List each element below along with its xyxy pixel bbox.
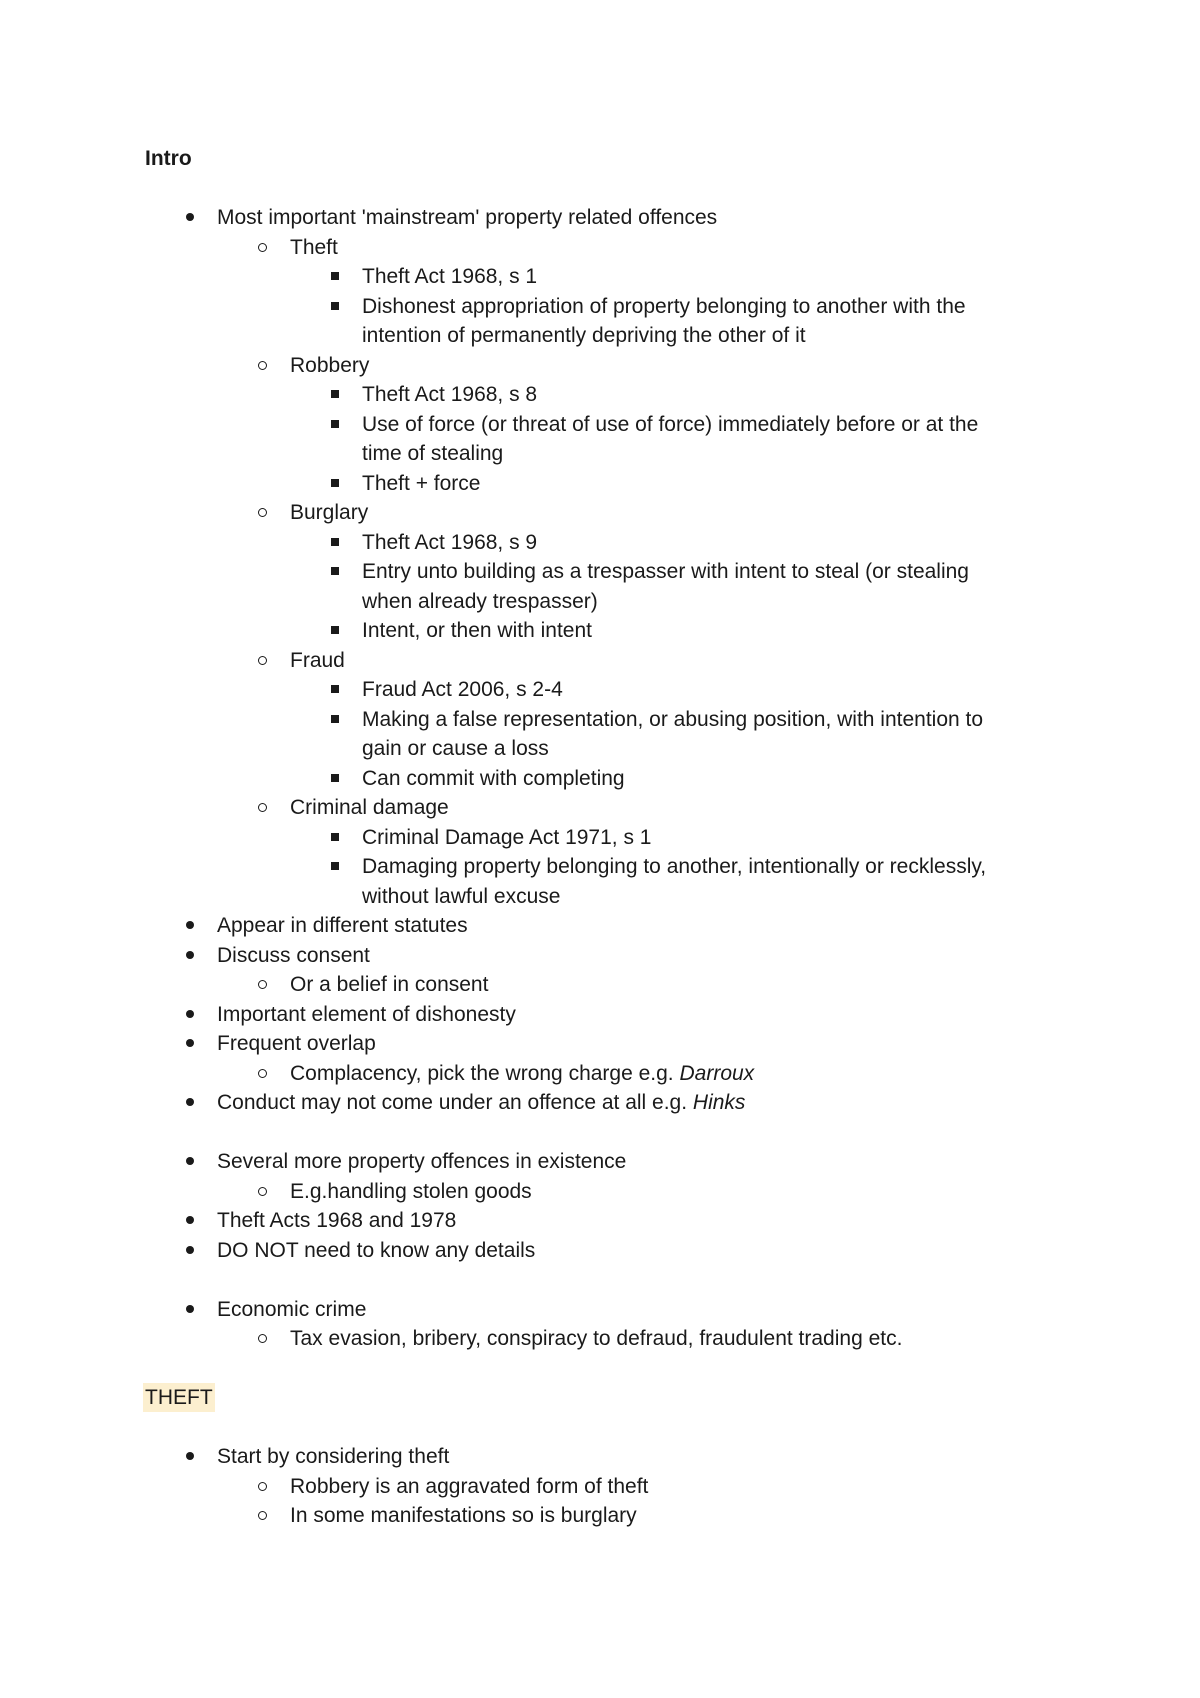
list-item-text: Appear in different statutes xyxy=(217,914,468,937)
bullet-disc-icon xyxy=(186,921,194,929)
list-item xyxy=(362,292,966,321)
list-item-text: Important element of dishonesty xyxy=(217,1002,516,1026)
list-item-text: Theft xyxy=(290,235,338,259)
bullet-square-icon xyxy=(331,272,339,280)
bullet-circle-icon xyxy=(258,1482,267,1491)
bullet-disc-icon xyxy=(186,213,194,221)
list-item-text: Fraud xyxy=(290,648,345,672)
list-item xyxy=(362,410,978,439)
list-item-text: Theft Acts 1968 and 1978 xyxy=(217,1209,457,1232)
list-item xyxy=(217,911,468,940)
list-item-text: Tax evasion, bribery, conspiracy to defraud, fraudulent trading etc. xyxy=(290,1327,903,1350)
list-item-text: Theft Act 1968, s 8 xyxy=(362,383,538,406)
bullet-disc-icon xyxy=(186,1305,194,1313)
bullet-circle-icon xyxy=(258,1187,267,1196)
list-item xyxy=(290,1324,902,1353)
list-item-text: Theft Act 1968, s 1 xyxy=(362,265,538,288)
list-item-text: Conduct may not come under an offence at all e.g. xyxy=(217,1091,693,1114)
list-item-text: Discuss consent xyxy=(217,943,370,967)
list-item-text: Entry unto building as a trespasser with intent to steal (or stealing xyxy=(362,560,969,583)
list-item-text: Complacency, pick the wrong charge e.g. xyxy=(290,1061,680,1085)
list-item xyxy=(362,823,651,852)
list-item xyxy=(362,380,537,409)
list-item xyxy=(290,793,449,822)
list-item xyxy=(217,203,717,232)
list-item-text: Intent, or then with intent xyxy=(362,619,592,642)
list-item xyxy=(362,705,983,734)
section-heading-theft: THEFT xyxy=(143,1383,215,1412)
list-item-text: Or a belief in consent xyxy=(290,973,489,996)
case-name: Darroux xyxy=(679,1061,755,1085)
list-item-text: Use of force (or threat of use of force) immediately before or at the xyxy=(362,412,979,436)
list-item xyxy=(362,852,986,881)
list-item-text: Making a false representation, or abusing position, with intention to xyxy=(362,707,984,731)
list-item xyxy=(362,764,625,793)
bullet-disc-icon xyxy=(186,1010,194,1018)
bullet-disc-icon xyxy=(186,1216,194,1224)
bullet-square-icon xyxy=(331,302,339,310)
list-item xyxy=(217,1236,535,1265)
list-item xyxy=(290,1177,532,1206)
list-item-continuation: without lawful excuse xyxy=(362,884,561,908)
bullet-square-icon xyxy=(331,538,339,546)
list-item xyxy=(290,233,338,262)
list-item xyxy=(362,262,537,291)
list-item-text: Theft + force xyxy=(362,471,481,495)
list-item-text: Theft Act 1968, s 9 xyxy=(362,530,538,554)
list-item xyxy=(290,1472,648,1501)
list-item xyxy=(290,351,369,380)
bullet-square-icon xyxy=(331,479,339,487)
list-item xyxy=(217,1000,516,1029)
bullet-square-icon xyxy=(331,626,339,634)
list-item xyxy=(290,1059,754,1088)
bullet-disc-icon xyxy=(186,1452,194,1460)
list-item xyxy=(362,675,563,704)
list-item-text: In some manifestations so is burglary xyxy=(290,1504,637,1527)
list-item-text: Criminal Damage Act 1971, s 1 xyxy=(362,825,652,849)
list-item xyxy=(362,557,969,586)
list-item-continuation: intention of permanently depriving the other of it xyxy=(362,324,806,347)
list-item xyxy=(290,1501,637,1530)
list-item-text: Can commit with completing xyxy=(362,766,625,790)
list-item-text: Economic crime xyxy=(217,1297,367,1321)
bullet-square-icon xyxy=(331,833,339,841)
list-item-continuation: when already trespasser) xyxy=(362,589,598,613)
list-item-text: Burglary xyxy=(290,501,369,524)
list-item-text: DO NOT need to know any details xyxy=(217,1238,536,1262)
section-heading-intro: Intro xyxy=(145,147,192,170)
list-item xyxy=(290,498,368,527)
bullet-square-icon xyxy=(331,685,339,693)
bullet-circle-icon xyxy=(258,656,267,665)
bullet-square-icon xyxy=(331,774,339,782)
list-item-text: Robbery xyxy=(290,353,370,377)
list-item xyxy=(290,646,345,675)
bullet-circle-icon xyxy=(258,1069,267,1078)
list-item xyxy=(217,1088,745,1117)
list-item-text: Fraud Act 2006, s 2-4 xyxy=(362,678,563,701)
bullet-disc-icon xyxy=(186,1039,194,1047)
bullet-disc-icon xyxy=(186,1246,194,1254)
list-item xyxy=(217,1442,449,1471)
list-item-continuation: time of stealing xyxy=(362,442,504,465)
list-item xyxy=(217,1295,366,1324)
list-item-text: Start by considering theft xyxy=(217,1445,450,1468)
bullet-circle-icon xyxy=(258,361,267,370)
list-item-text: Damaging property belonging to another, intentionally or recklessly, xyxy=(362,855,987,878)
bullet-circle-icon xyxy=(258,1511,267,1520)
list-item-text: Criminal damage xyxy=(290,796,449,819)
list-item-text: Frequent overlap xyxy=(217,1032,376,1055)
list-item-text: E.g.handling stolen goods xyxy=(290,1179,532,1203)
list-item xyxy=(217,1206,456,1235)
list-item xyxy=(217,1029,376,1058)
list-item-continuation: gain or cause a loss xyxy=(362,737,549,760)
list-item xyxy=(217,1147,626,1176)
list-item xyxy=(362,528,537,557)
bullet-disc-icon xyxy=(186,1098,194,1106)
bullet-circle-icon xyxy=(258,1334,267,1343)
bullet-square-icon xyxy=(331,567,339,575)
bullet-square-icon xyxy=(331,420,339,428)
bullet-circle-icon xyxy=(258,803,267,812)
bullet-circle-icon xyxy=(258,243,267,252)
bullet-square-icon xyxy=(331,390,339,398)
case-name: Hinks xyxy=(692,1091,746,1114)
list-item xyxy=(362,616,592,645)
list-item-text: Robbery is an aggravated form of theft xyxy=(290,1474,649,1498)
bullet-circle-icon xyxy=(258,980,267,989)
list-item-text: Dishonest appropriation of property belonging to another with the xyxy=(362,294,966,318)
list-item xyxy=(362,469,480,498)
bullet-disc-icon xyxy=(186,1157,194,1165)
list-item xyxy=(290,970,488,999)
bullet-square-icon xyxy=(331,715,339,723)
list-item-text: Several more property offences in existence xyxy=(217,1150,627,1173)
list-item-text: Most important 'mainstream' property related offences xyxy=(217,206,718,229)
bullet-disc-icon xyxy=(186,951,194,959)
list-item xyxy=(217,941,370,970)
bullet-circle-icon xyxy=(258,508,267,517)
bullet-square-icon xyxy=(331,862,339,870)
